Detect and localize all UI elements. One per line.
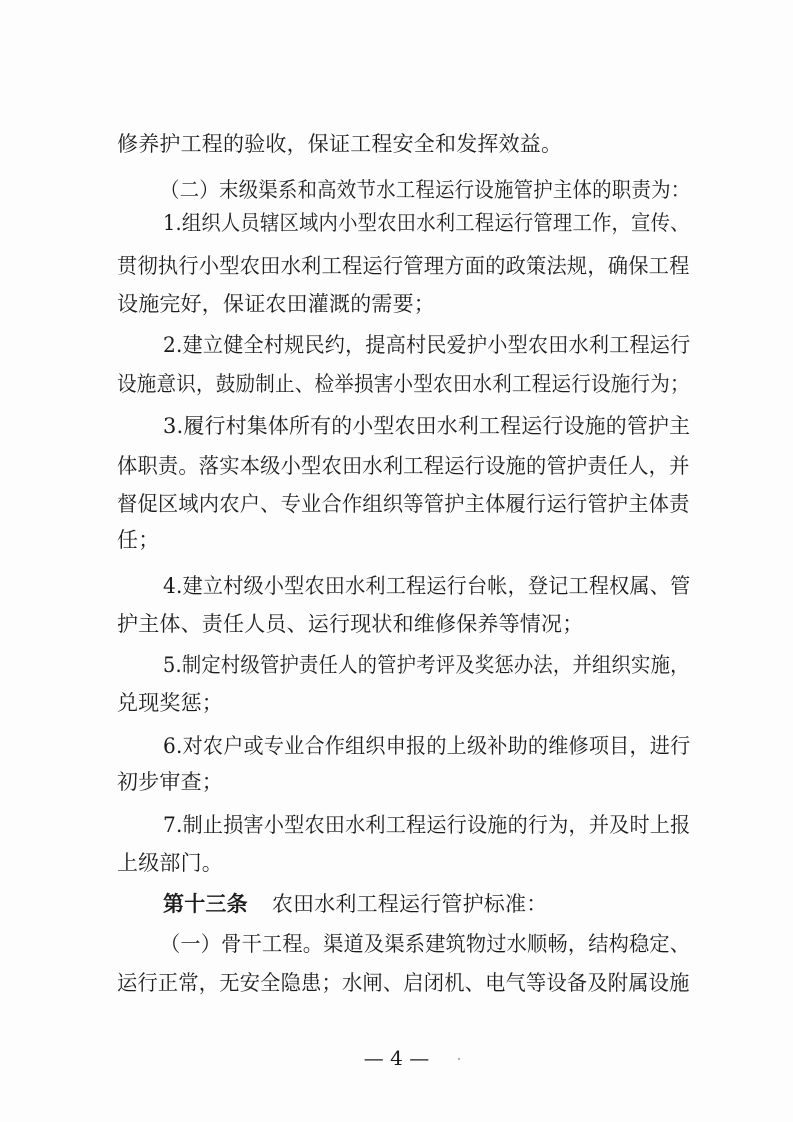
body-line: 修养护工程的验收，保证工程安全和发挥效益。 (117, 132, 563, 156)
list-item-6-line: 6.对农户或专业合作组织申报的上级补助的维修项目，进行 (163, 734, 691, 758)
list-item-2-line: 2.建立健全村规民约，提高村民爱护小型农田水利工程运行 (163, 333, 691, 357)
article-heading: 第十三条 (163, 891, 248, 916)
scan-speck (458, 1058, 460, 1060)
body-line: 体职责。落实本级小型农田水利工程运行设施的管护责任人，并 (117, 454, 690, 478)
article-line (163, 891, 547, 917)
list-item-7-line: 7.制止损害小型农田水利工程运行设施的行为，并及时上报 (163, 813, 691, 837)
list-item-3-line: 3.履行村集体所有的小型农田水利工程运行设施的管护主 (163, 414, 691, 438)
body-line: 兑现奖惩； (117, 691, 223, 715)
list-item-4-line: 4.建立村级小型农田水利工程运行台帐，登记工程权属、管 (163, 574, 691, 598)
page-number: — 4 — (363, 1046, 430, 1070)
list-item-1-line: 1.组织人员辖区域内小型农田水利工程运行管理工作，宣传、 (163, 211, 690, 235)
body-line: 任； (117, 528, 160, 552)
section-heading: （二）末级渠系和高效节水工程运行设施管护主体的职责为： (160, 178, 691, 202)
list-item-5-line: 5.制定村级管护责任人的管护考评及奖惩办法，并组织实施， (163, 653, 690, 677)
body-line: 贯彻执行小型农田水利工程运行管理方面的政策法规，确保工程 (117, 254, 690, 278)
body-line: 护主体、责任人员、运行现状和维修保养等情况； (117, 612, 584, 636)
subsection-line: （一）骨干工程。渠道及渠系建筑物过水顺畅，结构稳定、 (160, 932, 691, 956)
body-line: 设施完好，保证农田灌溉的需要； (117, 292, 435, 316)
body-line: 设施意识，鼓励制止、检举损害小型农田水利工程运行设施行为； (117, 372, 690, 396)
article-text: 农田水利工程运行管护标准： (271, 892, 548, 916)
body-line: 初步审查； (117, 770, 223, 794)
body-line: 督促区域内农户、专业合作组织等管护主体履行运行管护主体责 (117, 492, 690, 516)
body-line: 上级部门。 (117, 851, 223, 875)
body-line: 运行正常，无安全隐患；水闸、启闭机、电气等设备及附属设施 (117, 971, 690, 995)
